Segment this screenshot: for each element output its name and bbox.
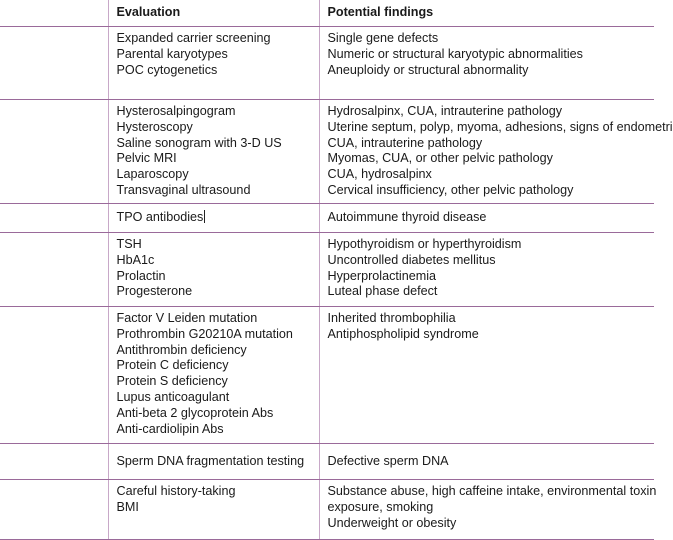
evaluation-lifestyle xyxy=(108,480,319,540)
table-row-thrombotic xyxy=(0,307,654,444)
finding-item: Luteal phase defect xyxy=(327,284,438,299)
category-thrombotic xyxy=(0,307,108,444)
table-row-anatomic xyxy=(0,100,654,204)
evaluation-item: Careful history-taking xyxy=(116,484,236,498)
finding-item: Myomas, CUA, or other pelvic pathology xyxy=(327,151,553,166)
evaluation-item: Saline sonogram with 3-D US xyxy=(116,135,282,150)
evaluation-item: Sperm DNA fragmentation testing xyxy=(116,453,305,468)
evaluation-item: HbA1c xyxy=(116,252,155,267)
finding-item: Cervical insufficiency, other pelvic pathology xyxy=(327,182,574,197)
finding-item: Substance abuse, high caffeine intake, environmental toxin xyxy=(327,484,657,498)
evaluation-item: Anti-beta 2 glycoprotein Abs xyxy=(116,405,274,420)
evaluation-immunologic xyxy=(108,204,319,233)
evaluation-item: Antithrombin deficiency xyxy=(116,342,247,357)
evaluation-item: TPO antibodies xyxy=(116,210,204,225)
finding-item: Numeric or structural karyotypic abnormalities xyxy=(327,46,583,61)
finding-item: Hydrosalpinx, CUA, intrauterine pathology xyxy=(327,104,563,118)
finding-item: Hyperprolactinemia xyxy=(327,268,436,283)
evaluation-item: Hysterosalpingogram xyxy=(116,104,236,118)
evaluation-item: BMI xyxy=(116,499,139,514)
evaluation-item: Hysteroscopy xyxy=(116,119,193,134)
evaluation-item: TSH xyxy=(116,237,142,251)
evaluation-genetic xyxy=(108,27,319,100)
category-lifestyle xyxy=(0,480,108,540)
evaluation-anatomic xyxy=(108,100,319,204)
findings-endocrinologic xyxy=(319,233,654,307)
evaluation-item: Prothrombin G20210A mutation xyxy=(116,326,293,341)
table-row-immunologic xyxy=(0,204,654,233)
finding-item: Aneuploidy or structural abnormality xyxy=(327,62,529,77)
evaluation-item: Factor V Leiden mutation xyxy=(116,311,258,325)
evaluation-item: Lupus anticoagulant xyxy=(116,389,230,404)
finding-item: CUA, hydrosalpinx xyxy=(327,167,432,182)
text-cursor xyxy=(204,210,205,223)
finding-item: Uterine septum, polyp, myoma, adhesions, signs of endometri xyxy=(327,119,673,134)
table-row-male-factor xyxy=(0,444,654,480)
category-genetic xyxy=(0,27,108,100)
evaluation-male-factor xyxy=(108,444,319,480)
findings-thrombotic xyxy=(319,307,654,444)
evaluation-item: Transvaginal ultrasound xyxy=(116,182,251,197)
evaluation-endocrinologic xyxy=(108,233,319,307)
category-endocrinologic xyxy=(0,233,108,307)
evaluation-item: Protein S deficiency xyxy=(116,374,228,389)
table-row-lifestyle xyxy=(0,480,654,540)
category-anatomic xyxy=(0,100,108,204)
evaluation-item: Protein C deficiency xyxy=(116,358,229,373)
finding-item: exposure, smoking xyxy=(327,499,434,514)
header-evaluation: Evaluation xyxy=(108,0,319,27)
finding-item: Defective sperm DNA xyxy=(327,453,449,468)
header-findings: Potential findings xyxy=(319,0,654,27)
finding-item: Single gene defects xyxy=(327,31,439,45)
evaluation-item: POC cytogenetics xyxy=(116,62,218,77)
finding-item: Inherited thrombophilia xyxy=(327,311,456,325)
finding-item: CUA, intrauterine pathology xyxy=(327,135,483,150)
evaluation-item: Parental karyotypes xyxy=(116,46,228,61)
finding-item: Uncontrolled diabetes mellitus xyxy=(327,252,496,267)
findings-lifestyle xyxy=(319,480,657,540)
finding-item: Antiphospholipid syndrome xyxy=(327,326,479,341)
finding-item: Hypothyroidism or hyperthyroidism xyxy=(327,237,522,251)
category-male-factor xyxy=(0,444,108,480)
findings-genetic xyxy=(319,27,654,100)
evaluation-thrombotic xyxy=(108,307,319,444)
finding-item: Underweight or obesity xyxy=(327,515,457,530)
evaluation-item: Progesterone xyxy=(116,284,193,299)
category-immunologic xyxy=(0,204,108,233)
table-row-endocrinologic xyxy=(0,233,654,307)
evaluation-item: Expanded carrier screening xyxy=(116,31,271,45)
findings-male-factor xyxy=(319,444,654,480)
header-etiology xyxy=(0,0,108,27)
evaluation-item: Laparoscopy xyxy=(116,167,189,182)
findings-immunologic xyxy=(319,204,654,233)
table-row-genetic xyxy=(0,27,654,100)
header-row xyxy=(0,0,654,27)
evaluation-item: Anti-cardiolipin Abs xyxy=(116,421,224,436)
evaluation-item: Pelvic MRI xyxy=(116,151,177,166)
finding-item: Autoimmune thyroid disease xyxy=(327,210,487,225)
evaluation-item: Prolactin xyxy=(116,268,166,283)
findings-anatomic xyxy=(319,100,673,204)
